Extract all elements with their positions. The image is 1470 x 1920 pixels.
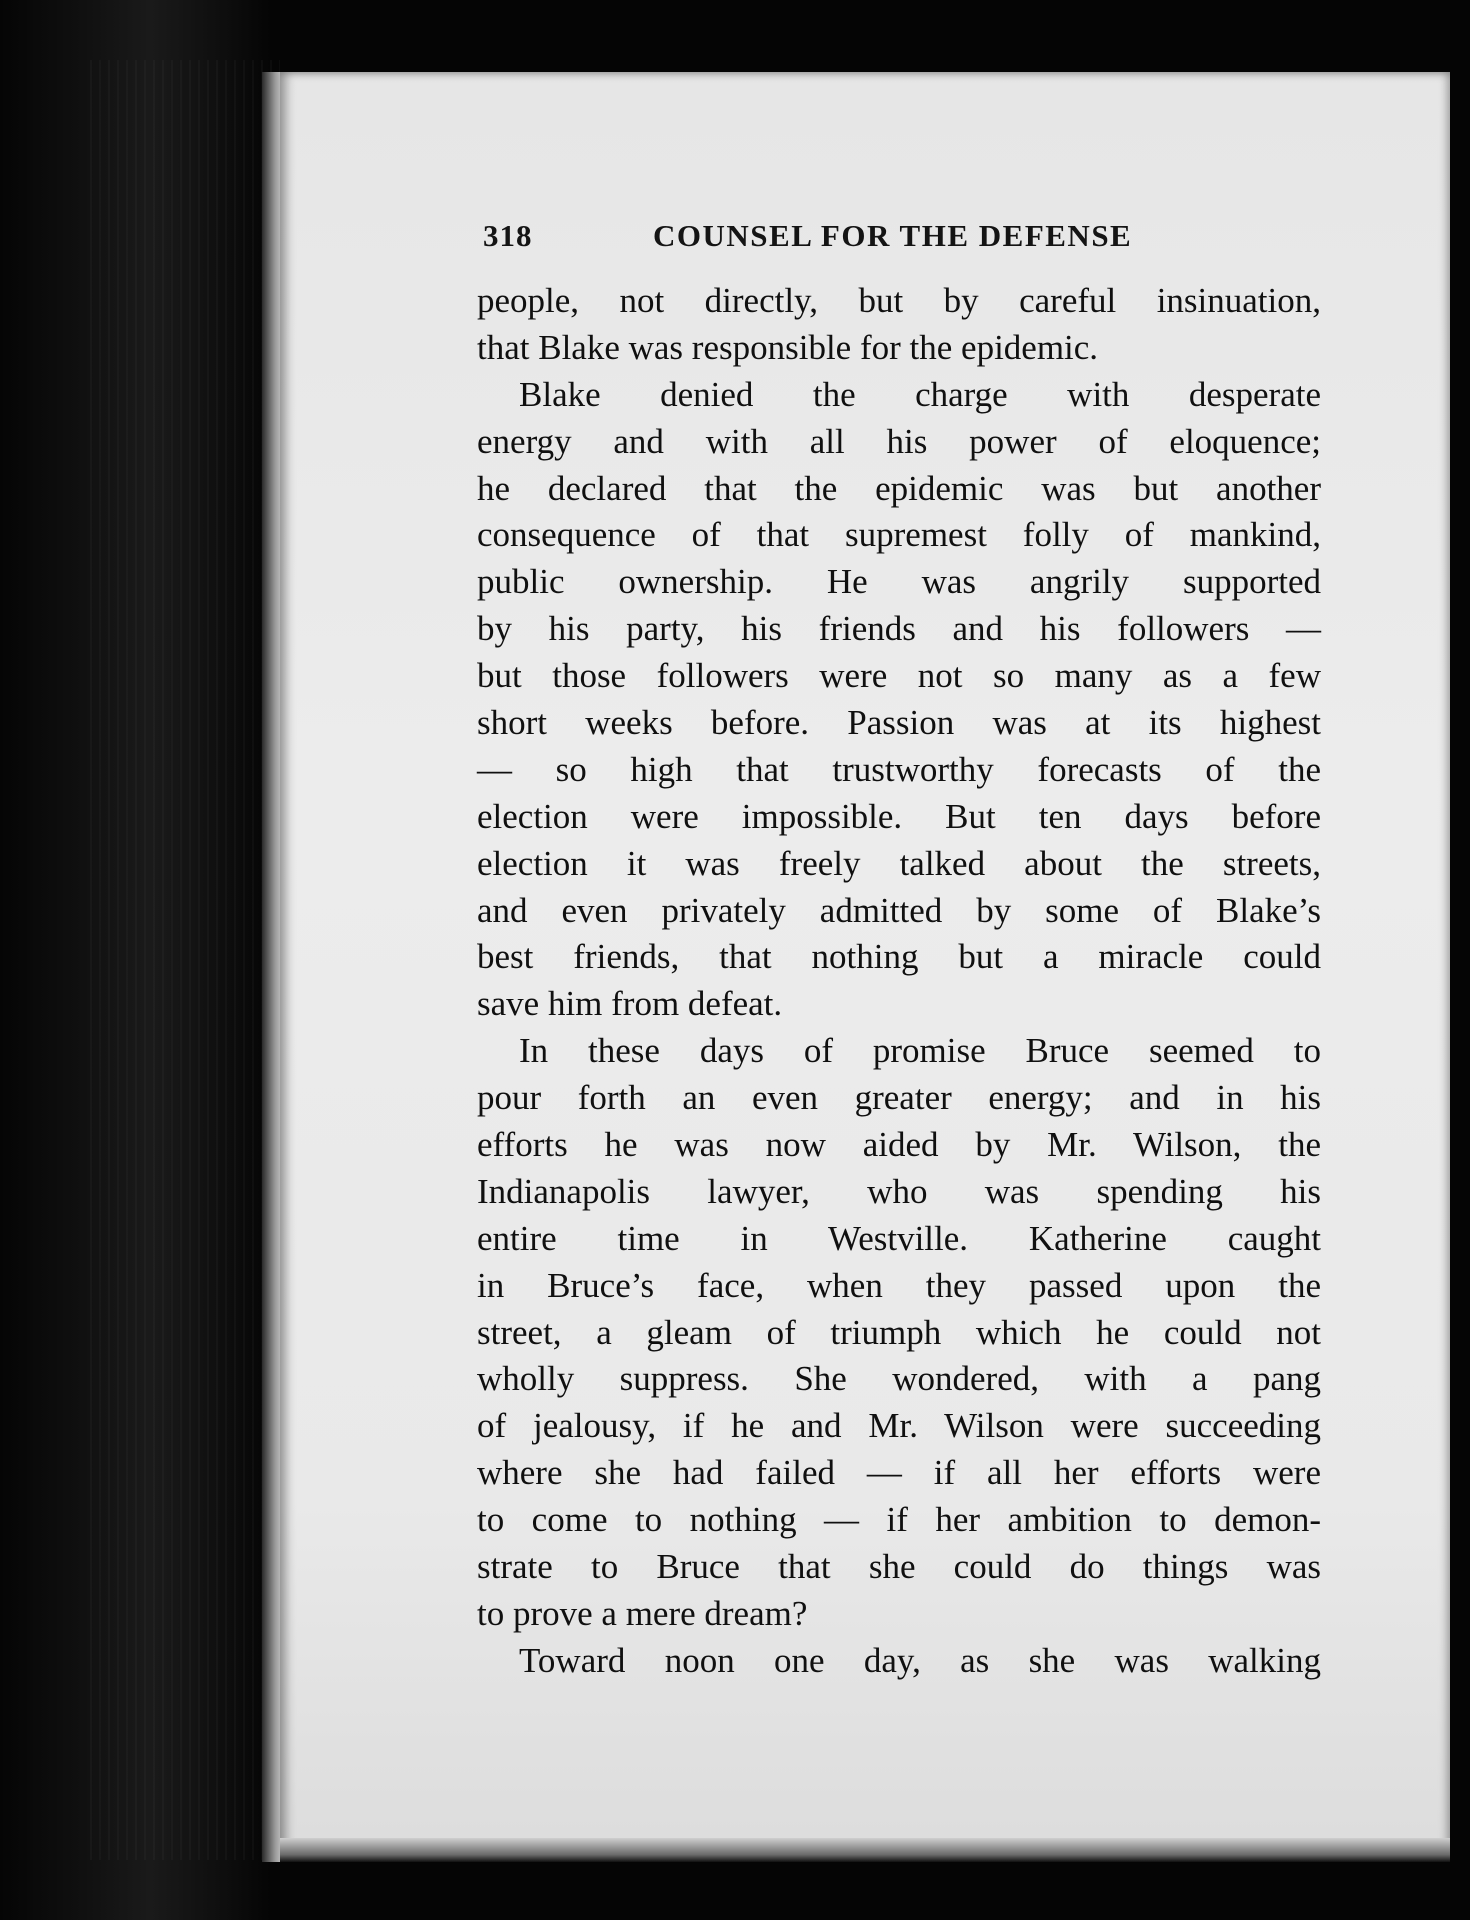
text-line: In these days of promise Bruce seemed to	[519, 1031, 1321, 1071]
text-line: street, a gleam of triumph which he could not	[477, 1312, 1321, 1352]
text-line: Toward noon one day, as she was walking	[519, 1640, 1321, 1680]
text-line: to come to nothing — if her ambition to demon-	[477, 1500, 1321, 1540]
text-line: where she had failed — if all her efforts were	[477, 1453, 1321, 1493]
text-line: election it was freely talked about the streets,	[477, 843, 1321, 883]
text-line: efforts he was now aided by Mr. Wilson, the	[477, 1125, 1321, 1165]
text-line: strate to Bruce that she could do things was	[477, 1547, 1321, 1587]
text-line: public ownership. He was angrily supported	[477, 562, 1321, 602]
text-line: people, not directly, but by careful insinuation,	[477, 281, 1321, 320]
text-line: energy and with all his power of eloquence;	[477, 421, 1321, 461]
text-line: and even privately admitted by some of Blake’s	[477, 890, 1321, 930]
text-line: save him from defeat.	[477, 984, 783, 1024]
text-line: Blake denied the charge with desperate	[519, 374, 1321, 414]
body-text	[477, 278, 1321, 1685]
text-line: by his party, his friends and his followers —	[477, 609, 1321, 649]
text-line: short weeks before. Passion was at its highest	[477, 703, 1321, 743]
text-line: election were impossible. But ten days before	[477, 796, 1321, 836]
text-line: in Bruce’s face, when they passed upon the	[477, 1265, 1321, 1305]
text-line: — so high that trustworthy forecasts of the	[477, 749, 1321, 789]
running-head: COUNSEL FOR THE DEFENSE	[653, 218, 1133, 253]
text-line: pour forth an even greater energy; and in his	[477, 1078, 1321, 1118]
text-line: entire time in Westville. Katherine caught	[477, 1218, 1321, 1258]
text-line: best friends, that nothing but a miracle could	[477, 937, 1321, 977]
page-header	[483, 218, 1323, 272]
page-number: 318	[483, 218, 533, 253]
text-line: to prove a mere dream?	[477, 1593, 808, 1633]
text-line: he declared that the epidemic was but another	[477, 468, 1321, 508]
text-line: Indianapolis lawyer, who was spending his	[477, 1171, 1321, 1211]
page-bottom-edge	[280, 1838, 1450, 1862]
text-line: of jealousy, if he and Mr. Wilson were succeeding	[477, 1406, 1321, 1446]
text-line: but those followers were not so many as a few	[477, 656, 1321, 696]
book-spine	[90, 60, 280, 1860]
text-line: wholly suppress. She wondered, with a pang	[477, 1359, 1321, 1399]
text-line: consequence of that supremest folly of mankind,	[477, 515, 1321, 555]
text-line: that Blake was responsible for the epidemic.	[477, 327, 1099, 367]
